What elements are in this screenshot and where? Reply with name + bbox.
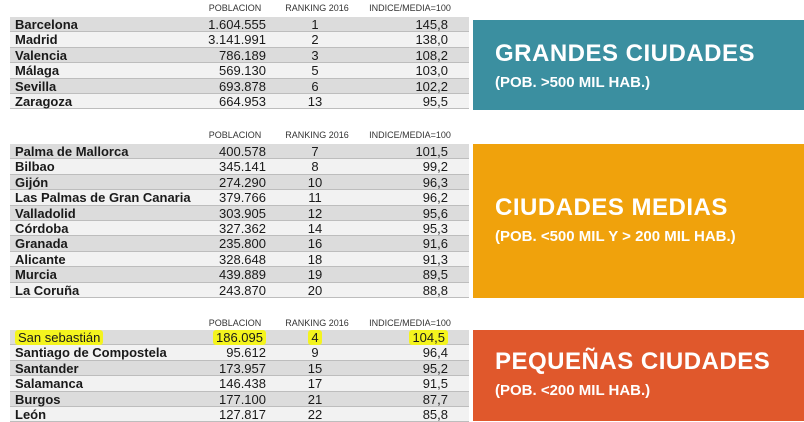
city-name: [15, 17, 78, 32]
poblacion-value: [188, 48, 266, 63]
indice-value: [370, 221, 448, 236]
table-row: [10, 206, 469, 221]
ranking-value-text: 13: [307, 93, 323, 109]
table-ciudades-medias: [10, 144, 469, 298]
table-pequenas-ciudades: [10, 330, 469, 422]
poblacion-value-text: 173.957: [219, 360, 266, 376]
poblacion-value-text: 400.578: [219, 144, 266, 159]
city-name-text: Córdoba: [15, 220, 69, 236]
indice-value-text: 91,5: [422, 376, 448, 392]
city-name: [15, 94, 72, 109]
indice-value-text: 95,2: [422, 360, 448, 376]
ranking-value-text: 1: [311, 17, 319, 32]
city-name: [15, 376, 83, 391]
poblacion-value-text: 328.648: [219, 251, 266, 267]
poblacion-value-text: 1.604.555: [208, 17, 266, 32]
city-name-text: Santander: [15, 360, 79, 376]
indice-value-text: 102,2: [415, 78, 448, 94]
table-row: [10, 159, 469, 174]
ranking-value-text: 12: [307, 205, 323, 221]
poblacion-value: [188, 392, 266, 407]
indice-value: [370, 407, 448, 422]
ranking-value: [300, 32, 330, 47]
city-name: [15, 361, 79, 376]
city-name: [15, 175, 48, 190]
poblacion-value-text: 345.141: [219, 159, 266, 175]
poblacion-value-text: 569.130: [219, 63, 266, 79]
table-row: [10, 32, 469, 47]
poblacion-value-text: 439.889: [219, 267, 266, 283]
banner-subtitle: (POB. >500 MIL HAB.): [495, 74, 651, 91]
poblacion-value-text: 186.095: [213, 330, 266, 345]
ranking-value-text: 17: [307, 376, 323, 392]
city-name-text: Zaragoza: [15, 93, 73, 109]
ranking-value-text: 8: [311, 159, 319, 175]
poblacion-value: [188, 94, 266, 109]
banner-ciudades-medias: [473, 144, 804, 298]
indice-value-text: 96,4: [422, 345, 448, 361]
indice-value-text: 103,0: [415, 63, 448, 79]
ranking-value-text: 21: [307, 391, 323, 407]
banner-title: PEQUEÑAS CIUDADES: [495, 348, 771, 375]
header-ranking: RANKING 2016: [285, 318, 349, 328]
indice-value-text: 95,3: [422, 220, 448, 236]
city-name-text: Madrid: [15, 32, 58, 48]
poblacion-value-text: 235.800: [219, 236, 266, 252]
poblacion-value: [188, 376, 266, 391]
poblacion-value: [188, 190, 266, 205]
indice-value: [370, 32, 448, 47]
city-name-text: Barcelona: [15, 17, 78, 32]
header-indice: INDICE/MEDIA=100: [369, 318, 451, 328]
city-name-text: Las Palmas de Gran Canaria: [15, 190, 191, 206]
table-row: [10, 144, 469, 159]
city-name-text: Valencia: [15, 47, 68, 63]
indice-value: [370, 330, 448, 345]
indice-value: [370, 376, 448, 391]
poblacion-value: [188, 63, 266, 78]
city-name: [15, 190, 191, 205]
indice-value: [370, 267, 448, 282]
indice-value: [370, 283, 448, 298]
indice-value: [370, 159, 448, 174]
ranking-value: [300, 63, 330, 78]
poblacion-value: [188, 252, 266, 267]
city-name-text: Bilbao: [15, 159, 55, 175]
table-row: [10, 236, 469, 251]
banner-subtitle: (POB. <500 MIL Y > 200 MIL HAB.): [495, 228, 736, 245]
poblacion-value: [188, 79, 266, 94]
ranking-value-text: 3: [311, 47, 319, 63]
indice-value: [370, 252, 448, 267]
city-name: [15, 206, 76, 221]
banner-pequenas-ciudades: [473, 330, 804, 421]
city-name: [15, 221, 68, 236]
city-name-text: Málaga: [15, 63, 60, 79]
indice-value-text: 87,7: [422, 391, 448, 407]
ranking-value-text: 9: [311, 345, 319, 361]
ranking-value: [300, 159, 330, 174]
city-name-text: Gijón: [15, 174, 49, 190]
poblacion-value-text: 127.817: [219, 406, 266, 422]
city-name: [15, 330, 103, 345]
table-row: [10, 48, 469, 63]
poblacion-value: [188, 206, 266, 221]
city-name: [15, 252, 66, 267]
indice-value-text: 95,5: [422, 93, 448, 109]
table-row: [10, 175, 469, 190]
table-row: [10, 283, 469, 298]
indice-value-text: 101,5: [415, 144, 448, 159]
ranking-value: [300, 221, 330, 236]
indice-value: [370, 190, 448, 205]
poblacion-value-text: 243.870: [219, 282, 266, 298]
ranking-value-text: 15: [307, 360, 323, 376]
poblacion-value: [188, 267, 266, 282]
city-name-text: León: [15, 406, 47, 422]
city-name: [15, 407, 46, 422]
city-name-text: Sevilla: [15, 78, 57, 94]
city-name: [15, 159, 55, 174]
indice-value-text: 89,5: [422, 267, 448, 283]
poblacion-value: [188, 236, 266, 251]
indice-value: [370, 175, 448, 190]
ranking-value: [300, 236, 330, 251]
banner-grandes-ciudades: [473, 20, 804, 110]
poblacion-value-text: 3.141.991: [208, 32, 266, 48]
ranking-value-text: 18: [307, 251, 323, 267]
indice-value-text: 85,8: [422, 406, 448, 422]
table-row: [10, 361, 469, 376]
ranking-value: [300, 206, 330, 221]
header-poblacion: POBLACION: [208, 3, 262, 13]
city-name: [15, 32, 58, 47]
ranking-value: [300, 345, 330, 360]
table-row: [10, 376, 469, 391]
poblacion-value: [188, 17, 266, 32]
table-row: [10, 17, 469, 32]
poblacion-value: [188, 283, 266, 298]
table-row: [10, 63, 469, 78]
table-row: [10, 252, 469, 267]
poblacion-value: [188, 361, 266, 376]
poblacion-value: [188, 221, 266, 236]
ranking-value: [300, 79, 330, 94]
ranking-value-text: 6: [311, 78, 319, 94]
city-name-text: San sebastián: [15, 330, 103, 345]
city-name-text: Murcia: [15, 267, 57, 283]
city-name-text: Valladolid: [15, 205, 76, 221]
city-name: [15, 144, 128, 159]
indice-value: [370, 79, 448, 94]
city-name: [15, 392, 61, 407]
ranking-value: [300, 94, 330, 109]
table-row: [10, 345, 469, 360]
indice-value-text: 145,8: [415, 17, 448, 32]
poblacion-value-text: 274.290: [219, 174, 266, 190]
table-row: [10, 94, 469, 109]
city-name: [15, 63, 59, 78]
ranking-value: [300, 252, 330, 267]
city-name-text: Burgos: [15, 391, 61, 407]
ranking-value-text: 16: [307, 236, 323, 252]
city-name-text: Granada: [15, 236, 68, 252]
header-poblacion: POBLACION: [208, 318, 262, 328]
indice-value: [370, 63, 448, 78]
poblacion-value: [188, 345, 266, 360]
ranking-value-text: 4: [308, 330, 321, 345]
indice-value-text: 108,2: [415, 47, 448, 63]
poblacion-value-text: 664.953: [219, 93, 266, 109]
ranking-value-text: 11: [308, 190, 322, 206]
header-indice: INDICE/MEDIA=100: [369, 130, 451, 140]
indice-value: [370, 236, 448, 251]
indice-value-text: 96,3: [422, 174, 448, 190]
indice-value-text: 91,3: [422, 251, 448, 267]
city-name-text: Palma de Mallorca: [15, 144, 129, 159]
ranking-value: [300, 144, 330, 159]
poblacion-value-text: 303.905: [219, 205, 266, 221]
header-ranking: RANKING 2016: [285, 130, 349, 140]
banner-subtitle: (POB. <200 MIL HAB.): [495, 382, 651, 399]
ranking-value: [300, 175, 330, 190]
ranking-value: [300, 361, 330, 376]
table-row: [10, 330, 469, 345]
column-headers: [0, 318, 470, 330]
header-indice: INDICE/MEDIA=100: [369, 3, 451, 13]
indice-value: [370, 94, 448, 109]
ranking-value-text: 10: [307, 174, 323, 190]
indice-value-text: 95,6: [422, 205, 448, 221]
table-row: [10, 392, 469, 407]
poblacion-value-text: 177.100: [219, 391, 266, 407]
poblacion-value-text: 693.878: [219, 78, 266, 94]
city-name: [15, 79, 56, 94]
column-headers: [0, 3, 470, 15]
ranking-value-text: 7: [311, 144, 319, 159]
header-ranking: RANKING 2016: [285, 3, 349, 13]
city-name: [15, 345, 167, 360]
table-row: [10, 407, 469, 422]
city-name-text: Alicante: [15, 251, 66, 267]
poblacion-value: [188, 175, 266, 190]
poblacion-value-text: 786.189: [219, 47, 266, 63]
ranking-value-text: 19: [307, 267, 323, 283]
poblacion-value-text: 379.766: [219, 190, 266, 206]
ranking-value: [300, 330, 330, 345]
poblacion-value-text: 146.438: [219, 376, 266, 392]
ranking-value-text: 22: [307, 406, 323, 422]
indice-value-text: 138,0: [415, 32, 448, 48]
poblacion-value: [188, 32, 266, 47]
table-row: [10, 267, 469, 282]
indice-value-text: 104,5: [409, 330, 448, 345]
indice-value: [370, 206, 448, 221]
city-name-text: Santiago de Compostela: [15, 345, 167, 361]
ranking-value: [300, 17, 330, 32]
ranking-value: [300, 392, 330, 407]
poblacion-value: [188, 407, 266, 422]
indice-value: [370, 144, 448, 159]
ranking-value: [300, 407, 330, 422]
ranking-value-text: 5: [311, 63, 319, 79]
city-name: [15, 236, 68, 251]
poblacion-value: [188, 159, 266, 174]
poblacion-value-text: 327.362: [219, 220, 266, 236]
table-grandes-ciudades: [10, 17, 469, 109]
column-headers: [0, 130, 470, 142]
ranking-value-text: 2: [311, 32, 319, 48]
indice-value: [370, 48, 448, 63]
indice-value-text: 99,2: [422, 159, 448, 175]
ranking-value: [300, 376, 330, 391]
indice-value-text: 91,6: [422, 236, 448, 252]
table-row: [10, 79, 469, 94]
city-name-text: La Coruña: [15, 282, 80, 298]
city-name-text: Salamanca: [15, 376, 83, 392]
table-row: [10, 190, 469, 205]
poblacion-value-text: 95.612: [226, 345, 266, 361]
city-name: [15, 283, 79, 298]
ranking-value: [300, 283, 330, 298]
indice-value: [370, 392, 448, 407]
header-poblacion: POBLACION: [208, 130, 262, 140]
table-row: [10, 221, 469, 236]
city-name: [15, 48, 67, 63]
city-name: [15, 267, 57, 282]
banner-title: GRANDES CIUDADES: [495, 40, 756, 67]
poblacion-value: [188, 144, 266, 159]
indice-value-text: 88,8: [422, 282, 448, 298]
ranking-value-text: 14: [307, 220, 323, 236]
poblacion-value: [188, 330, 266, 345]
ranking-value: [300, 190, 330, 205]
banner-title: CIUDADES MEDIAS: [495, 194, 728, 221]
indice-value: [370, 345, 448, 360]
indice-value-text: 96,2: [422, 190, 448, 206]
ranking-value: [300, 48, 330, 63]
ranking-value: [300, 267, 330, 282]
indice-value: [370, 17, 448, 32]
ranking-value-text: 20: [307, 282, 323, 298]
indice-value: [370, 361, 448, 376]
